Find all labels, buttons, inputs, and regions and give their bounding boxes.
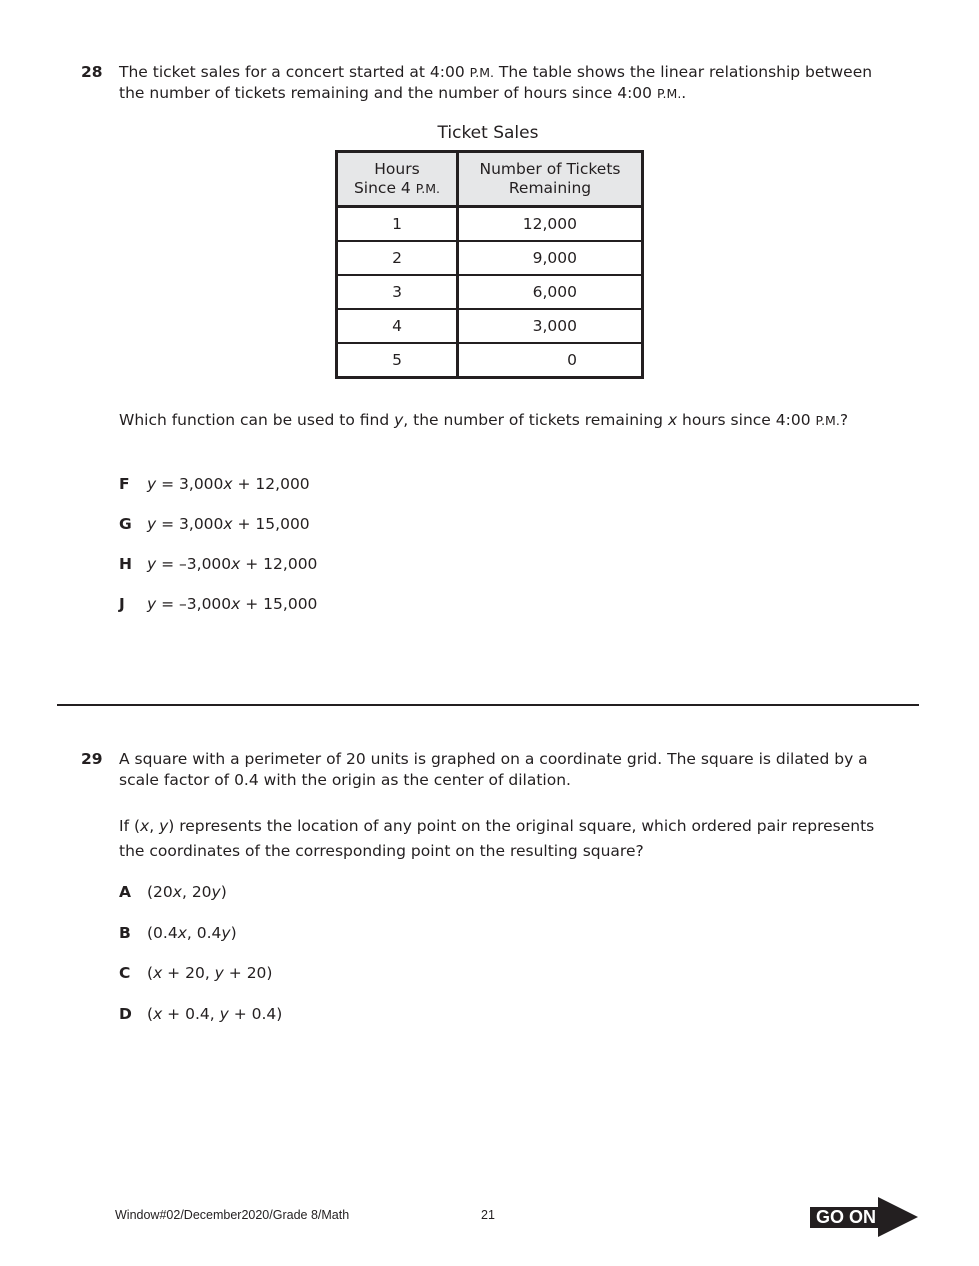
text-segment: ) represents the location of any point on the original square, which ordered pair represents the coordinates of the corresponding point on the resulting square? — [119, 817, 875, 860]
table-row — [337, 241, 643, 275]
option-letter: F — [119, 475, 130, 493]
text-segment: + 0.4) — [228, 1004, 283, 1023]
text-segment: If ( — [119, 817, 141, 835]
text-segment: x — [667, 411, 678, 429]
text-segment: y — [147, 475, 157, 493]
text-segment: + 15,000 — [240, 595, 318, 613]
option-letter: C — [119, 964, 131, 982]
text-segment: y — [214, 964, 224, 982]
text-segment: x — [177, 923, 187, 942]
hours-cell: 4 — [337, 309, 458, 343]
tickets-cell: 0 — [458, 343, 643, 378]
text-segment: ( — [147, 1004, 154, 1023]
text-segment: y — [219, 1004, 229, 1023]
table-row — [337, 343, 643, 378]
text-segment: (0.4 — [147, 923, 178, 942]
question-prompt — [119, 410, 899, 431]
go-on-arrow-icon: GO ON — [810, 1197, 920, 1237]
text-segment: + 12,000 — [232, 475, 310, 493]
text-segment: P.M. — [815, 413, 840, 428]
tickets-cell: 9,000 — [458, 241, 643, 275]
stem-text: The table shows the linear relationship between the number of tickets remaining and the number of hours since 4:00 — [119, 63, 873, 102]
text-segment: x — [153, 964, 163, 982]
text-segment: ) — [220, 883, 227, 901]
text-segment: x — [172, 883, 182, 901]
option-letter: H — [119, 555, 132, 573]
hours-cell: 1 — [337, 207, 458, 242]
text-segment: + 0.4, — [162, 1004, 220, 1023]
answer-option-a[interactable] — [119, 883, 227, 901]
text-segment: ? — [839, 411, 849, 429]
text-segment: + 15,000 — [232, 515, 310, 533]
text-segment: = –3,000 — [156, 595, 232, 613]
ticket-sales-table — [335, 150, 644, 379]
answer-option-c[interactable] — [119, 964, 272, 982]
table-row — [337, 275, 643, 309]
text-segment: = 3,000 — [156, 515, 224, 533]
answer-option-f[interactable] — [119, 475, 310, 493]
text-segment: hours since 4:00 — [677, 411, 816, 429]
answer-option-j[interactable] — [119, 595, 317, 613]
footer-code: Window#02/December2020/Grade 8/Math — [115, 1208, 350, 1222]
text-segment: y — [211, 883, 221, 901]
text-segment: y — [221, 923, 231, 942]
page-number: 21 — [481, 1208, 495, 1222]
text-segment: Which function can be used to find — [119, 411, 395, 429]
question-stem: A square with a perimeter of 20 units is graphed on a coordinate grid. The square is dilated by a scale factor of 0.4 with the origin as the center of dilation. — [119, 750, 868, 789]
text-segment: = –3,000 — [156, 555, 232, 573]
text-segment: ) — [230, 923, 237, 942]
table-title: Ticket Sales — [437, 123, 539, 143]
question-prompt — [119, 814, 899, 864]
text-segment: + 20) — [223, 964, 273, 982]
text-segment: , the number of tickets remaining — [403, 411, 668, 429]
hours-cell: 5 — [337, 343, 458, 378]
answer-option-g[interactable] — [119, 515, 310, 533]
option-letter: B — [119, 923, 131, 942]
text-segment: y — [147, 595, 157, 613]
text-segment: x — [231, 595, 241, 613]
question-stem: The ticket sales for a concert started at 4:00 P.M. The table shows the linear relationship between the number of tickets remaining and the number of hours since 4:00 P.M.. — [119, 63, 873, 102]
hours-cell: 3 — [337, 275, 458, 309]
text-segment: , 20 — [181, 883, 212, 901]
text-segment: , 0.4 — [186, 923, 222, 942]
text-segment: + 20, — [162, 964, 215, 982]
text-segment: = 3,000 — [156, 475, 224, 493]
question-number: 29 — [81, 750, 103, 768]
text-segment: + 12,000 — [240, 555, 318, 573]
hours-cell: 2 — [337, 241, 458, 275]
answer-option-b[interactable] — [119, 924, 237, 942]
option-letter: G — [119, 515, 132, 533]
text-segment: y — [147, 515, 157, 533]
text-segment: y — [159, 817, 169, 835]
text-segment: x — [223, 515, 233, 533]
tickets-cell: 6,000 — [458, 275, 643, 309]
text-segment: y — [394, 411, 404, 429]
text-segment: x — [231, 555, 241, 573]
header-tickets: Number of Tickets Remaining — [458, 152, 643, 207]
text-segment: x — [153, 1004, 163, 1023]
pm-label: P.M. — [469, 65, 494, 80]
text-segment: , — [149, 817, 160, 835]
header-hours: Hours Since 4 P.M. — [337, 152, 458, 207]
pm-label: P.M. — [656, 86, 682, 101]
text-segment: x — [140, 817, 150, 835]
table-row — [337, 207, 643, 242]
answer-option-h[interactable] — [119, 555, 317, 573]
option-letter: J — [119, 595, 125, 613]
text-segment: ( — [147, 964, 154, 982]
option-letter: A — [119, 883, 131, 901]
text-segment: y — [147, 555, 157, 573]
tickets-cell: 3,000 — [458, 309, 643, 343]
text-segment: (20 — [147, 883, 173, 901]
table-row — [337, 309, 643, 343]
option-letter: D — [119, 1004, 132, 1023]
section-divider — [57, 704, 919, 706]
stem-text: The ticket sales for a concert started at 4:00 — [119, 63, 470, 81]
tickets-cell: 12,000 — [458, 207, 643, 242]
text-segment: x — [223, 475, 233, 493]
question-number: 28 — [81, 63, 103, 81]
answer-option-d[interactable] — [119, 1005, 282, 1023]
